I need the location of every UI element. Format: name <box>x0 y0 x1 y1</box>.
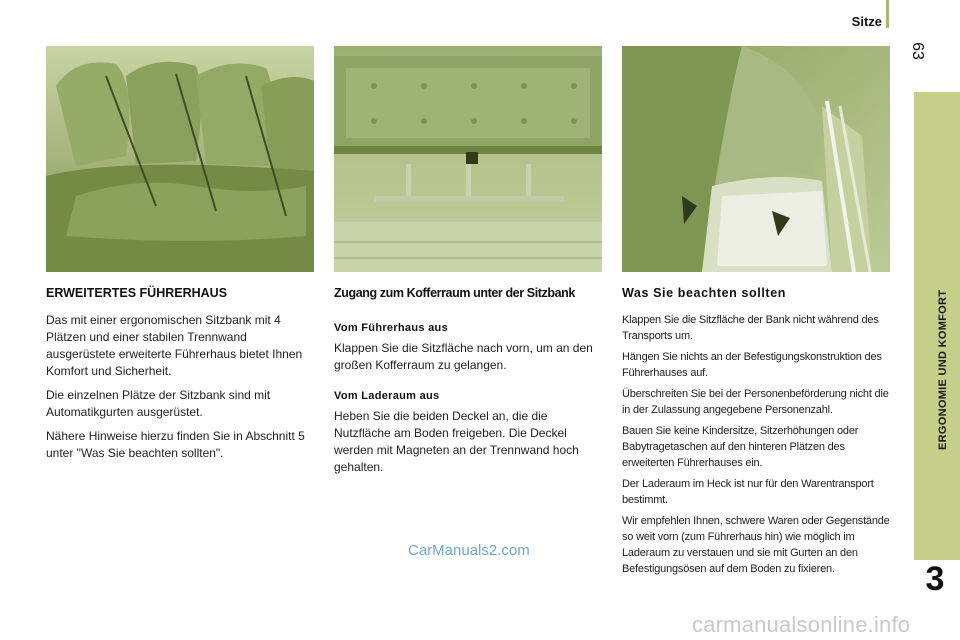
storage-compartment-icon <box>334 46 602 272</box>
paragraph: Hängen Sie nichts an der Befestigungskonstruktion des Führerhauses auf. <box>622 351 882 379</box>
paragraph: Überschreiten Sie bei der Personenbeförderung nicht die in der Zulassung angegebene Personenzahl. <box>622 388 889 416</box>
paragraph: Bauen Sie keine Kindersitze, Sitzerhöhungen oder Babytragetaschen auf den hinteren Plätzen des erweiterten Führerhauses ein. <box>622 425 859 469</box>
paragraph: Die einzelnen Plätze der Sitzbank sind mit Automatikgurten ausgerüstet. <box>46 388 271 419</box>
bench-seat-icon <box>46 46 314 272</box>
column-heading: ERWEITERTES FÜHRERHAUS <box>46 286 228 300</box>
paragraph: Der Laderaum im Heck ist nur für den Warentransport bestimmt. <box>622 478 874 506</box>
folded-seat-icon <box>622 46 890 272</box>
column-heading: Zugang zum Kofferraum unter der Sitzbank <box>334 286 575 300</box>
column-extended-cab <box>46 286 318 469</box>
column-heading: Was Sie beachten sollten <box>622 286 786 300</box>
chapter-tab-label: ERGONOMIE UND KOMFORT <box>937 289 949 450</box>
photo-bench-seat <box>46 46 314 272</box>
page-number: 63 <box>908 42 926 60</box>
paragraph: Das mit einer ergonomischen Sitzbank mit 4 Plätzen und einer stabilen Trennwand ausgerüstete erweiterte Führerhaus bietet Ihnen Komfort und Sicherheit. <box>46 313 303 378</box>
watermark-carmanualsonline: carmanualsonline.info <box>692 612 911 637</box>
column-storage-access <box>334 286 606 483</box>
section-title: Sitze <box>851 14 882 29</box>
paragraph: Heben Sie die beiden Deckel an, die die Nutzfläche am Boden freigeben. Die Deckel werden mit Magneten an der Trennwand hoch gehalten. <box>334 409 579 474</box>
paragraph: Klappen Sie die Sitzfläche nach vorn, um an den großen Kofferraum zu gelangen. <box>334 341 593 372</box>
subheading-from-load-area: Vom Laderaum aus <box>334 390 440 402</box>
paragraph: Wir empfehlen Ihnen, schwere Waren oder Gegenstände so weit vorn (zum Führerhaus hin) wie möglich im Laderaum zu verstauen und sie mit Gurten an den Befestigungsösen auf dem Boden zu fixieren. <box>622 515 890 575</box>
photo-folded-seat <box>622 46 890 272</box>
subheading-from-cab: Vom Führerhaus aus <box>334 322 448 334</box>
chapter-number: 3 <box>925 560 945 598</box>
header-accent-bar <box>886 0 889 28</box>
watermark-carmanuals2[interactable]: CarManuals2.com <box>408 542 530 559</box>
paragraph: Nähere Hinweise hierzu finden Sie in Abschnitt 5 unter "Was Sie beachten sollten". <box>46 429 305 460</box>
column-notes <box>622 286 892 582</box>
paragraph: Klappen Sie die Sitzfläche der Bank nicht während des Transports um. <box>622 314 879 342</box>
photo-storage-compartment <box>334 46 602 272</box>
